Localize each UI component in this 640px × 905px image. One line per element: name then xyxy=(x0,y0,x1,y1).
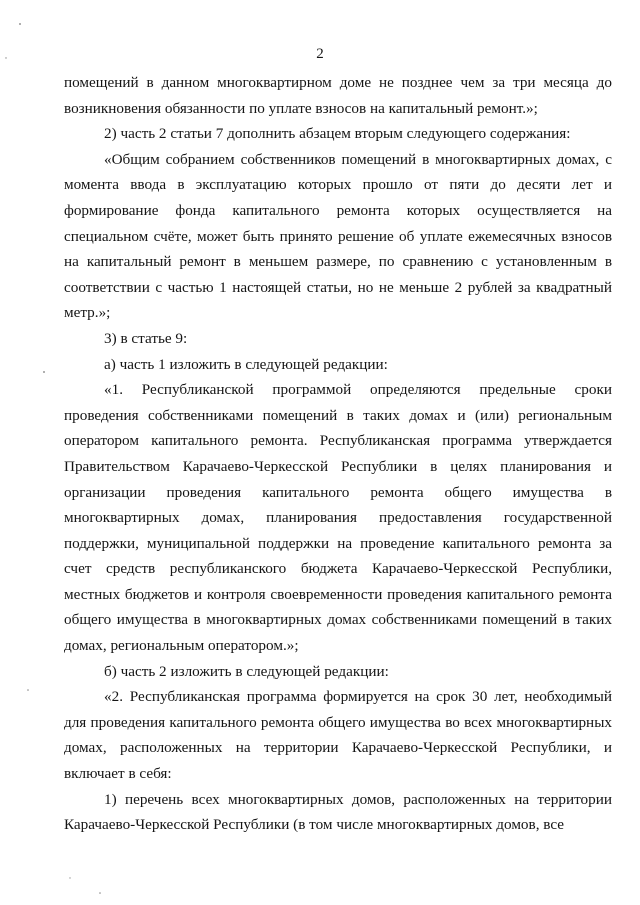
paragraph-subitem-b: б) часть 2 изложить в следующей редакции: xyxy=(104,662,389,680)
paragraph-list-item-1: 1) перечень всех многоквартирных домов, расположенных на территории Карачаево-Черкесской Республики (в том числе многоквартирных домов, все xyxy=(64,790,612,834)
paragraph-continuation: помещений в данном многоквартирном доме не позднее чем за три месяца до возникновения обязанности по уплате взносов на капитальный ремонт.»; xyxy=(64,74,612,117)
paragraph-quote-part-2: «2. Республиканская программа формируется на срок 30 лет, необходимый для проведения капитального ремонта общего имущества во всех многоквартирных домах, расположенных на территории Карачаево-Черкесской Республики, и включает в себя: xyxy=(64,688,612,783)
paragraph-quote-part-1: «1. Республиканской программой определяются предельные сроки проведения собственниками помещений в таких домах и (или) региональным оператором капитального ремонта. Республиканская программа утверждается Правительством Карачаево-Черкесской Республики в целях планирования и организации проведения капитального ремонта общего имущества в многоквартирных домах, планирования предоставления государственной поддержки, муниципальной поддержки на проведение капитального ремонта за счет средств республиканского бюджета Карачаево-Черкесской Республики, местных бюджетов и контроля своевременности проведения капитального ремонта общего имущества в многоквартирных домах собственниками помещений в таких домах, региональным оператором.»; xyxy=(64,381,612,655)
paragraph-item-3: 3) в статье 9: xyxy=(104,329,188,347)
page-number: 2 xyxy=(316,46,324,62)
paragraph-subitem-a: а) часть 1 изложить в следующей редакции: xyxy=(104,355,388,373)
paragraph-item-2: 2) часть 2 статьи 7 дополнить абзацем вторым следующего содержания: xyxy=(104,125,571,143)
document-body xyxy=(64,70,612,838)
paragraph-quote-article-7: «Общим собранием собственников помещений в многоквартирных домах, с момента ввода в эксплуатацию которых прошло от пяти до десяти лет и формирование фонда капитального ремонта которых осуществляется на специальном счёте, может быть принято решение об уплате ежемесячных взносов на капитальный ремонт в меньшем размере, по сравнению с установленным в соответствии с частью 1 настоящей статьи, но не меньше 2 рублей за квадратный метр.»; xyxy=(64,150,612,322)
